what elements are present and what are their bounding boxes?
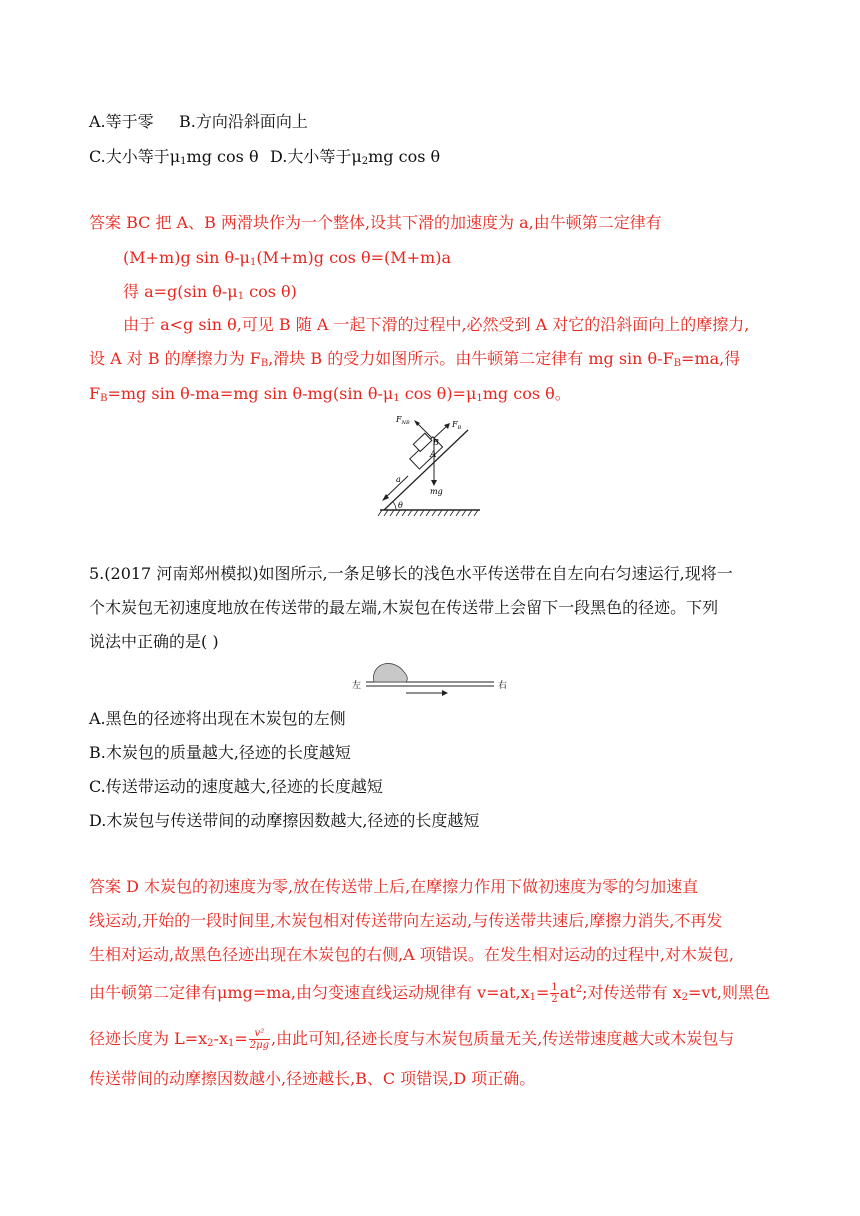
subscript: 1 (237, 291, 245, 302)
subscript: B (260, 358, 269, 369)
para-text: cos θ)=μ (399, 384, 477, 403)
option-c (89, 146, 259, 168)
para-text: F (89, 384, 101, 403)
subscript: 1 (393, 393, 400, 404)
fnb-label: $F_{NB}$ (396, 415, 410, 426)
para-text: ,滑块 B 的受力如图所示。由牛顿第二定律有 mg sin θ-F (268, 349, 674, 368)
equals: = (536, 983, 550, 1002)
answer-4-label (89, 212, 662, 234)
para-text: mg cos θ。 (482, 384, 571, 403)
q5-option-b (89, 742, 351, 764)
block-b-label: B (433, 438, 439, 447)
answer-text: -x (213, 1029, 228, 1048)
answer-text: 径迹长度为 L=x (89, 1029, 208, 1048)
mg-arrowhead (431, 480, 437, 486)
subscript: 2 (361, 156, 369, 167)
numerator: v² (249, 1028, 270, 1040)
ground-hatch (378, 510, 478, 516)
question-text: 个木炭包无初速度地放在传送带的最左端,木炭包在传送带上会留下一段黑色的径迹。下列 (89, 598, 719, 617)
eq-text: 得 a=g(sin θ-μ (123, 282, 238, 301)
answer-text: 生相对运动,故黑色径迹出现在木炭包的右侧,A 项错误。在发生相对运动的过程中,对木炭包, (89, 945, 734, 964)
q5-option-a (89, 708, 346, 730)
denominator: 2μg (249, 1040, 270, 1051)
theta-arc (393, 502, 396, 510)
option-text: C.传送带运动的速度越大,径迹的长度越短 (89, 777, 383, 796)
superscript: 2 (575, 984, 583, 995)
answer-4-text: 答案 BC 把 A、B 两滑块作为一个整体,设其下滑的加速度为 a,由牛顿第二定律有 (89, 213, 662, 232)
fb-arrow (434, 425, 448, 438)
answer-text: 线运动,开始的一段时间里,木炭包相对传送带向左运动,与传送带共速后,摩擦力消失,不再发 (89, 911, 723, 930)
option-b (179, 111, 308, 133)
fraction-v2-2mug (249, 1028, 270, 1051)
option-c-text: C.大小等于μ (89, 147, 181, 166)
numerator: 1 (551, 982, 558, 993)
answer-4-eq2 (123, 281, 297, 303)
answer-5-line-3 (89, 944, 734, 966)
belt-direction-arrowhead (442, 690, 448, 696)
option-text: A.黑色的径迹将出现在木炭包的左侧 (89, 709, 346, 728)
denominator: 2 (551, 994, 558, 1005)
subscript: B (100, 393, 108, 404)
para-text: =ma,得 (681, 349, 741, 368)
answer-5-line-5 (89, 1028, 734, 1051)
para-text: =mg sin θ-ma=mg sin θ-mg(sin θ-μ (107, 384, 394, 403)
answer-text: ,由此可知,径迹长度与木炭包质量无关,传送带速度越大或木炭包与 (271, 1029, 735, 1048)
answer-text: 由牛顿第二定律有μmg=ma,由匀变速直线运动规律有 v=at,x (89, 983, 530, 1002)
subscript: 2 (207, 1038, 214, 1049)
answer-4-p2 (89, 348, 740, 370)
option-text: D.木炭包与传送带间的动摩擦因数越大,径迹的长度越短 (89, 811, 480, 830)
answer-text: 答案 D 木炭包的初速度为零,放在传送带上后,在摩擦力作用下做初速度为零的匀加速直 (89, 877, 699, 896)
answer-4-eq1 (123, 247, 451, 269)
option-d-text: D.大小等于μ (270, 147, 362, 166)
option-d-text-end: mg cos θ (368, 147, 441, 166)
answer-4-p1 (123, 314, 749, 336)
option-c-text-end: mg cos θ (186, 147, 259, 166)
equals: = (234, 1029, 248, 1048)
mg-label: mg (430, 487, 443, 496)
answer-5-line-4 (89, 982, 770, 1005)
para-text: 由于 a<g sin θ,可见 B 随 A 一起下滑的过程中,必然受到 A 对它的沿斜面向上的摩擦力, (123, 315, 750, 334)
subscript: B (673, 358, 682, 369)
answer-5-line-6 (89, 1068, 535, 1090)
conveyor-diagram (348, 658, 518, 698)
subscript: 1 (227, 1038, 235, 1049)
q5-line-1 (89, 563, 733, 585)
answer-text: ;对传送带有 x (582, 983, 682, 1002)
question-text: 5.(2017 河南郑州模拟)如图所示,一条足够长的浅色水平传送带在自左向右匀速运行,现将一 (89, 564, 733, 583)
answer-4-p3 (89, 383, 571, 405)
answer-text: 传送带间的动摩擦因数越小,径迹越长,B、C 项错误,D 项正确。 (89, 1069, 536, 1088)
answer-5-line-1 (89, 876, 698, 898)
option-d (270, 146, 440, 168)
subscript: 1 (180, 156, 187, 167)
fraction-half (550, 982, 558, 1005)
q5-line-3 (89, 631, 219, 653)
subscript: 2 (681, 992, 689, 1003)
right-label: 右 (498, 681, 508, 691)
answer-text: =vt,则黑色 (688, 983, 770, 1002)
theta-label: θ (398, 501, 403, 510)
eq-text: (M+m)g sin θ-μ (123, 248, 250, 267)
fb-label: $F_B$ (452, 420, 462, 431)
charcoal-bag (373, 663, 407, 682)
left-label: 左 (352, 681, 362, 691)
eq-text: (M+m)g cos θ=(M+m)a (256, 248, 451, 267)
accel-label: a (396, 475, 401, 484)
subscript: 1 (249, 257, 257, 268)
q5-option-c (89, 776, 383, 798)
option-a-text: A.等于零 (89, 112, 154, 131)
incline-force-diagram (370, 412, 485, 520)
subscript: 1 (476, 393, 483, 404)
q5-option-d (89, 810, 479, 832)
q5-line-2 (89, 597, 718, 619)
question-text: 说法中正确的是( ) (89, 632, 219, 651)
para-text: 设 A 对 B 的摩擦力为 F (89, 349, 261, 368)
subscript: 1 (529, 992, 537, 1003)
option-b-text: B.方向沿斜面向上 (179, 112, 308, 131)
block-a-label: A (430, 450, 437, 460)
answer-text: at (559, 983, 576, 1002)
eq-text: cos θ) (244, 282, 297, 301)
option-text: B.木炭包的质量越大,径迹的长度越短 (89, 743, 351, 762)
answer-5-line-2 (89, 910, 722, 932)
option-a (89, 111, 154, 133)
